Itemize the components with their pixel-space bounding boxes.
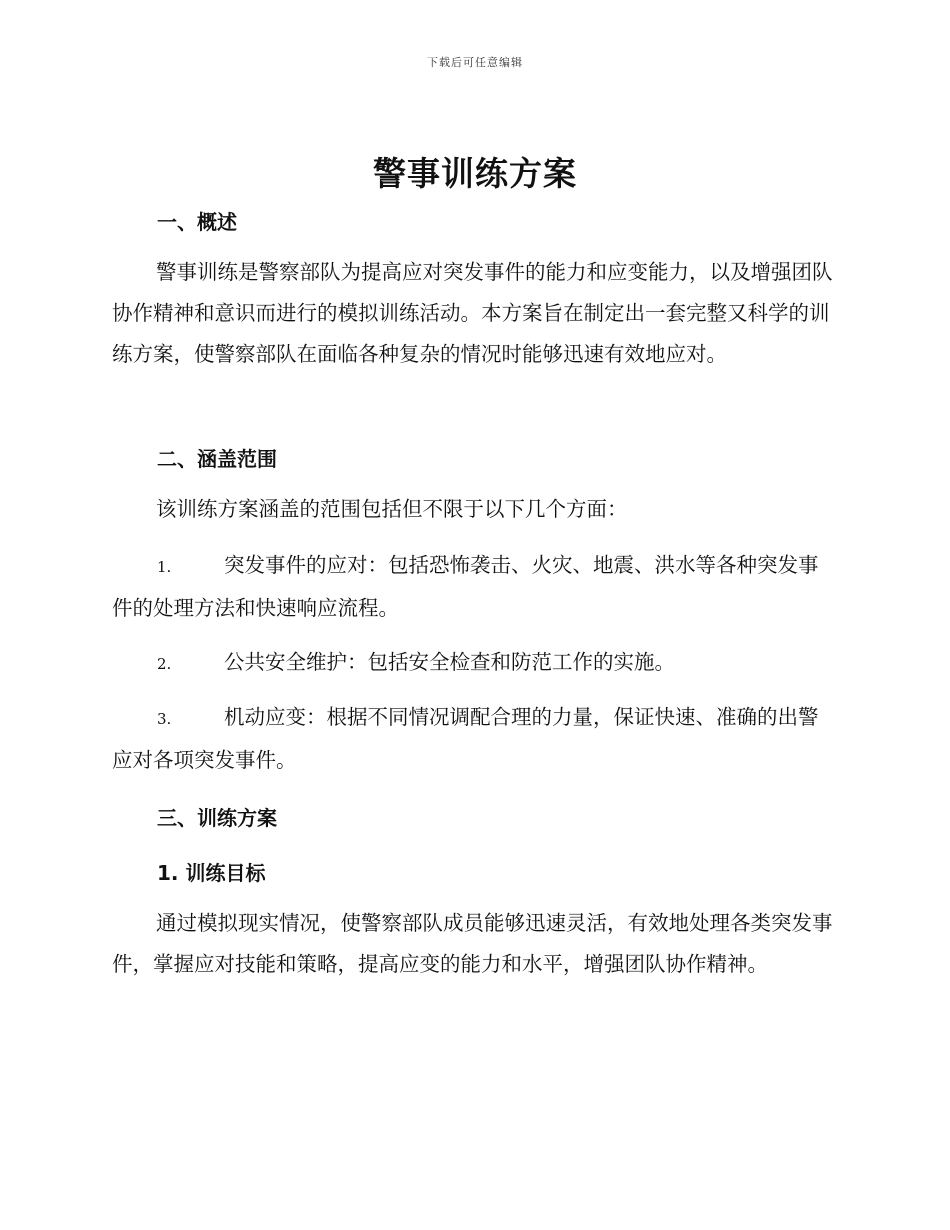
list-item-text: 突发事件的应对：包括恐怖袭击、火灾、地震、洪水等各种突发事件的处理方法和快速响应流程。 — [112, 553, 819, 620]
page-title: 警事训练方案 — [373, 154, 577, 193]
list-item-text: 机动应变：根据不同情况调配合理的力量，保证快速、准确的出警应对各项突发事件。 — [112, 705, 819, 772]
section-heading-plan: 三、训练方案 — [157, 806, 277, 830]
goal-paragraph: 通过模拟现实情况，使警察部队成员能够迅速灵活，有效地处理各类突发事件，掌握应对技能和策略，提高应变的能力和水平，增强团队协作精神。 — [112, 911, 833, 976]
list-item — [112, 642, 834, 685]
list-item-text: 公共安全维护：包括安全检查和防范工作的实施。 — [224, 650, 675, 674]
section-heading-scope: 二、涵盖范围 — [157, 447, 277, 471]
header-note: 下载后可任意编辑 — [427, 56, 523, 69]
list-item-number: 1. — [157, 558, 172, 576]
list-item-number: 2. — [157, 655, 172, 673]
list-item — [112, 545, 834, 629]
list-item — [112, 697, 834, 781]
subsection-heading-goal: 1. 训练目标 — [157, 861, 266, 885]
scope-intro-paragraph: 该训练方案涵盖的范围包括但不限于以下几个方面： — [156, 497, 628, 521]
overview-paragraph: 警事训练是警察部队为提高应对突发事件的能力和应变能力，以及增强团队协作精神和意识而进行的模拟训练活动。本方案旨在制定出一套完整又科学的训练方案，使警察部队在面临各种复杂的情况时能够迅速有效地应对。 — [112, 260, 833, 366]
list-item-number: 3. — [157, 710, 172, 728]
section-heading-overview: 一、概述 — [157, 210, 237, 234]
